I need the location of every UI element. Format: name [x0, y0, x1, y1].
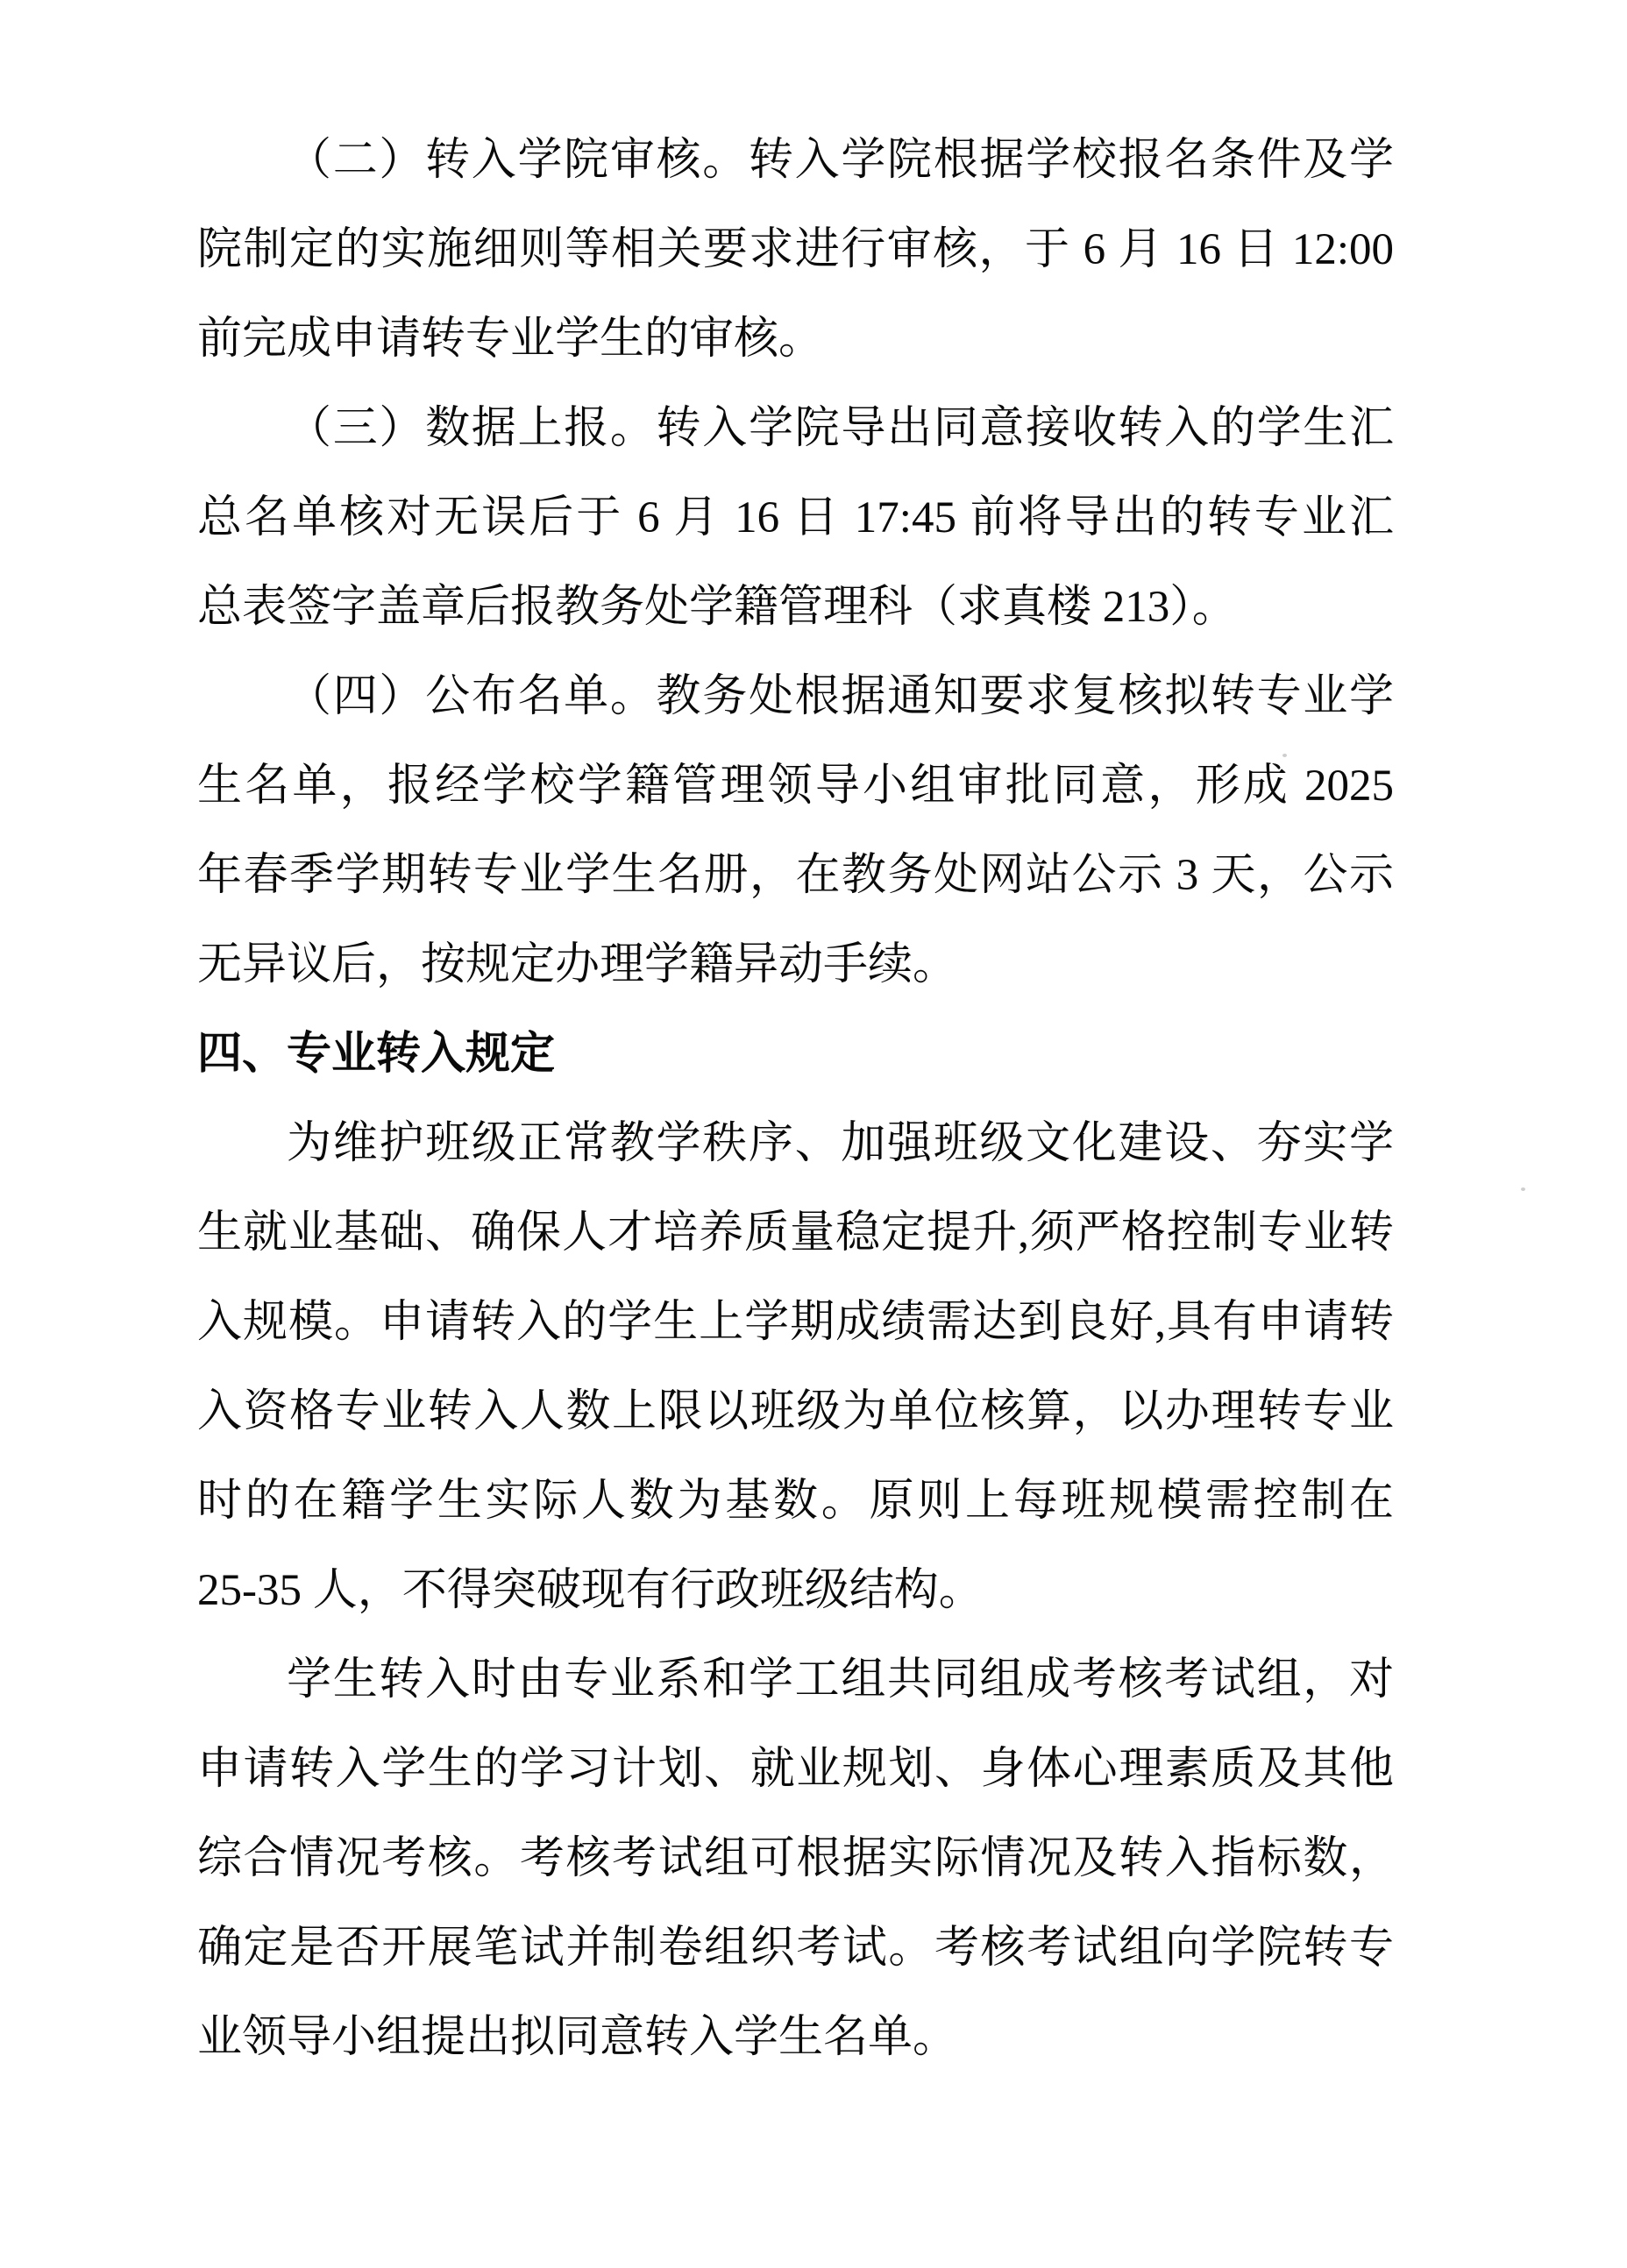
document-line: 25-35 人，不得突破现有行政班级结构。	[197, 1566, 984, 1615]
document-line: （四）公布名单。教务处根据通知要求复核拟转专业学	[287, 672, 1394, 721]
document-line: 生就业基础、确保人才培养质量稳定提升,须严格控制专业转	[197, 1208, 1394, 1258]
document-line: 前完成申请转专业学生的审核。	[197, 315, 824, 364]
document-line: 院制定的实施细则等相关要求进行审核，于 6 月 16 日 12:00	[197, 225, 1394, 274]
document-line: 业领导小组提出拟同意转入学生名单。	[197, 2013, 958, 2062]
document-line: 入资格专业转入人数上限以班级为单位核算，以办理转专业	[197, 1387, 1394, 1436]
document-line: 确定是否开展笔试并制卷组织考试。考核考试组向学院转专	[197, 1924, 1394, 1973]
document-line: （三）数据上报。转入学院导出同意接收转入的学生汇	[287, 404, 1394, 453]
document-line: 无异议后，按规定办理学籍异动手续。	[197, 940, 958, 989]
document-line: 申请转入学生的学习计划、就业规划、身体心理素质及其他	[197, 1745, 1394, 1794]
document-line: 生名单，报经学校学籍管理领导小组审批同意，形成 2025	[197, 762, 1394, 811]
document-line: 入规模。申请转入的学生上学期成绩需达到良好,具有申请转	[197, 1298, 1394, 1347]
scan-speck	[1282, 754, 1287, 757]
document-line: 综合情况考核。考核考试组可根据实际情况及转入指标数，	[197, 1834, 1394, 1883]
document-line: （二）转入学院审核。转入学院根据学校报名条件及学	[287, 136, 1394, 185]
document-line: 学生转入时由专业系和学工组共同组成考核考试组，对	[287, 1655, 1394, 1705]
document-line: 年春季学期转专业学生名册，在教务处网站公示 3 天，公示	[197, 851, 1394, 900]
document-line: 为维护班级正常教学秩序、加强班级文化建设、夯实学	[287, 1119, 1394, 1168]
scan-speck	[1521, 1187, 1525, 1191]
document-line: 时的在籍学生实际人数为基数。原则上每班规模需控制在	[197, 1477, 1394, 1526]
document-line: 总表签字盖章后报教务处学籍管理科（求真楼 213）。	[197, 583, 1237, 632]
document-line: 总名单核对无误后于 6 月 16 日 17:45 前将导出的转专业汇	[197, 493, 1394, 542]
section-heading: 四、专业转入规定	[197, 1030, 556, 1079]
document-body	[197, 116, 1394, 2082]
